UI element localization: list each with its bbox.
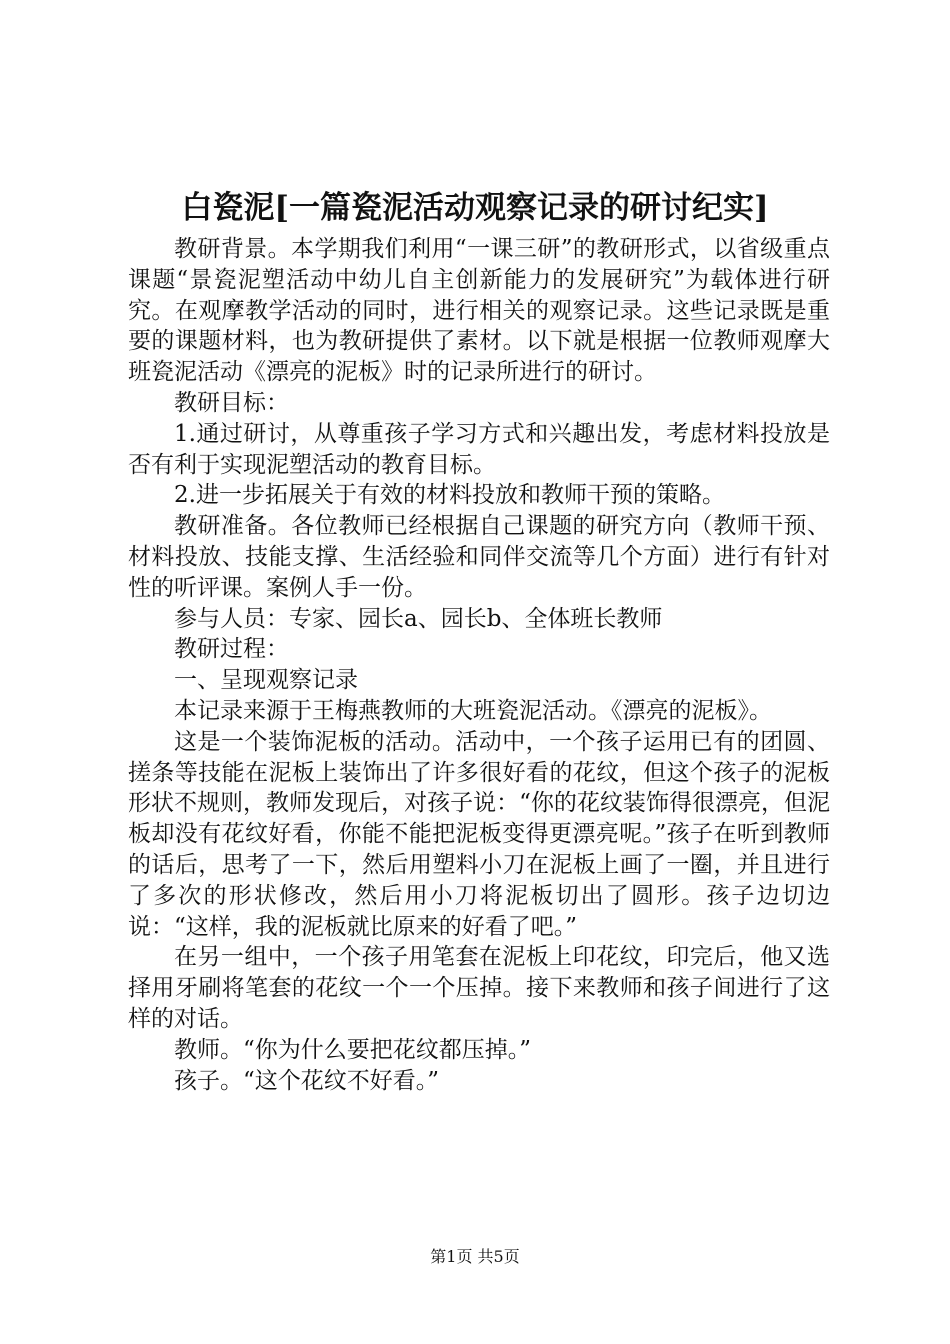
paragraph-goal-2: 2.进一步拓展关于有效的材料投放和教师干预的策略。	[174, 482, 725, 509]
paragraph-goals-heading: 教研目标：	[174, 389, 289, 416]
paragraph-record-source: 本记录来源于王梅燕教师的大班瓷泥活动。《漂亮的泥板》。	[174, 697, 772, 724]
paragraph-background: 教研背景。本学期我们利用“一课三研”的教研形式，以省级重点课题“景瓷泥塑活动中幼儿自主创新能力的发展研究”为载体进行研究。在观摩教学活动的同时，进行相关的观察记录。这些记录既是重要的课题材料，也为教研提供了素材。以下就是根据一位教师观摩大班瓷泥活动《漂亮的泥板》时的记录所进行的研讨。	[128, 236, 830, 386]
document-body	[128, 234, 830, 1096]
paragraph-participants: 参与人员：专家、园长a、园长b、全体班长教师	[174, 605, 663, 632]
paragraph-another-group: 在另一组中，一个孩子用笔套在泥板上印花纹，印完后，他又选择用牙刷将笔套的花纹一个一个压掉。接下来教师和孩子间进行了这样的对话。	[128, 944, 830, 1032]
paragraph-process-heading: 教研过程：	[174, 636, 289, 663]
document-title: 白瓷泥[一篇瓷泥活动观察记录的研讨纪实]	[181, 190, 769, 226]
page-number-footer: 第1页 共5页	[430, 1247, 520, 1266]
paragraph-teacher-question: 教师。“你为什么要把花纹都压掉。”	[174, 1036, 532, 1063]
paragraph-goal-1: 1.通过研讨，从尊重孩子学习方式和兴趣出发，考虑材料投放是否有利于实现泥塑活动的教育目标。	[128, 420, 830, 478]
paragraph-child-answer: 孩子。“这个花纹不好看。”	[174, 1067, 440, 1094]
paragraph-activity-description: 这是一个装饰泥板的活动。活动中，一个孩子运用已有的团圆、搓条等技能在泥板上装饰出了许多很好看的花纹，但这个孩子的泥板形状不规则，教师发现后，对孩子说：“你的花纹装饰得很漂亮，但泥板却没有花纹好看，你能不能把泥板变得更漂亮呢。”孩子在听到教师的话后，思考了一下，然后用塑料小刀在泥板上画了一圈，并且进行了多次的形状修改，然后用小刀将泥板切出了圆形。孩子边切边说：“这样，我的泥板就比原来的好看了吧。”	[128, 728, 830, 940]
paragraph-section-1-heading: 一、呈现观察记录	[174, 667, 358, 694]
paragraph-preparation: 教研准备。各位教师已经根据自己课题的研究方向（教师干预、材料投放、技能支撑、生活经验和同伴交流等几个方面）进行有针对性的听评课。案例人手一份。	[128, 513, 830, 601]
